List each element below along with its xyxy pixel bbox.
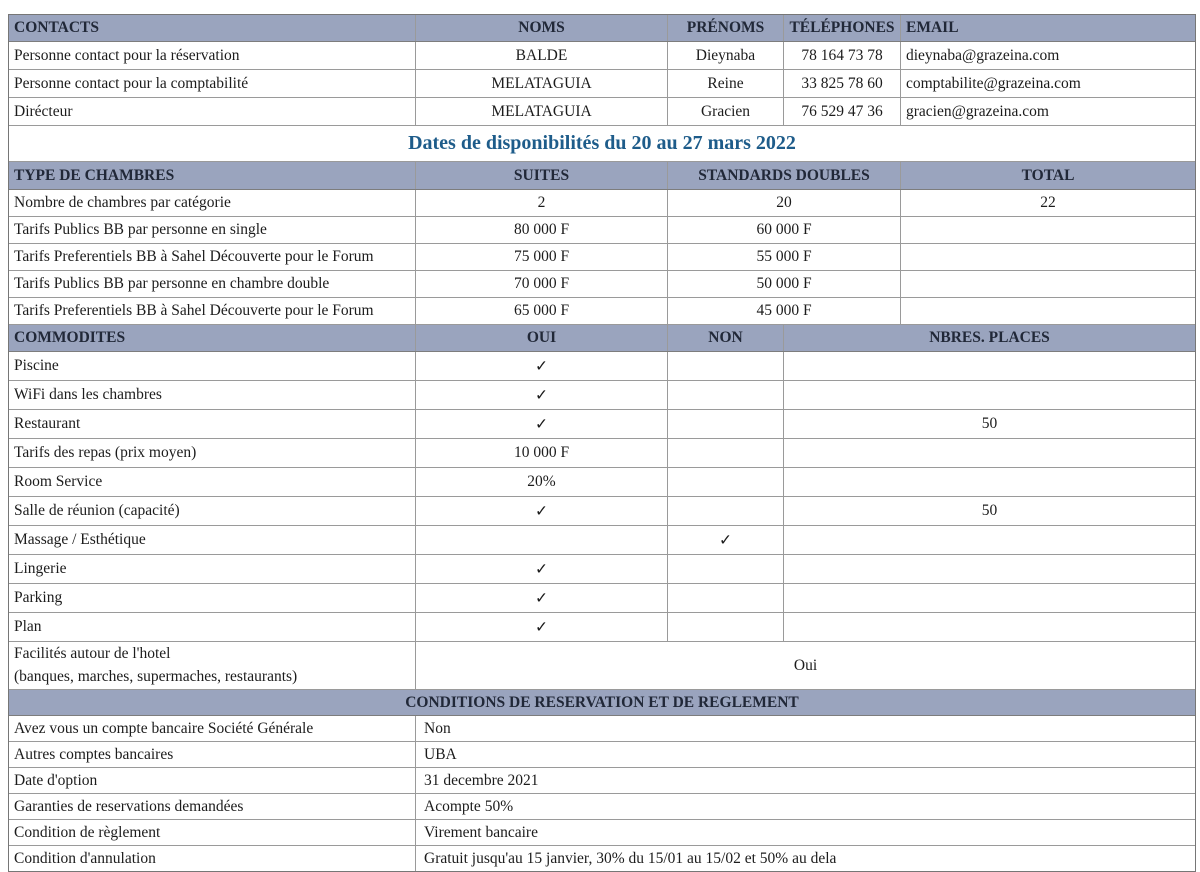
rooms-total-value xyxy=(901,244,1195,270)
amenity-label: Parking xyxy=(9,584,416,612)
contact-label: Personne contact pour la réservation xyxy=(9,42,416,69)
contact-prenom: Dieynaba xyxy=(668,42,784,69)
condition-value: 31 decembre 2021 xyxy=(424,771,539,789)
amenity-places-value xyxy=(784,468,1195,496)
amenity-row xyxy=(9,381,1195,410)
rooms-standards-value: 55 000 F xyxy=(668,244,901,270)
rooms-total-value xyxy=(901,271,1195,297)
condition-label: Autres comptes bancaires xyxy=(9,742,416,767)
rooms-label: Tarifs Preferentiels BB à Sahel Découverte pour le Forum xyxy=(9,298,416,324)
contact-telephone: 78 164 73 78 xyxy=(784,42,901,69)
rooms-total-value xyxy=(901,298,1195,324)
amenity-non-value xyxy=(668,410,784,438)
col-header-oui: OUI xyxy=(416,325,668,351)
amenity-oui-value: 10 000 F xyxy=(416,439,668,467)
contact-row xyxy=(9,98,1195,126)
rooms-suites-value: 75 000 F xyxy=(416,244,668,270)
amenity-non-value xyxy=(668,584,784,612)
amenity-places-value xyxy=(784,526,1195,554)
facilities-label-line1: Facilités autour de l'hotel xyxy=(14,645,171,663)
amenity-row xyxy=(9,410,1195,439)
col-header-prenoms: PRÉNOMS xyxy=(668,15,784,41)
contact-email: dieynaba@grazeina.com xyxy=(906,46,1060,64)
contact-nom: BALDE xyxy=(416,42,668,69)
col-header-telephones: TÉLÉPHONES xyxy=(784,15,901,41)
condition-label: Avez vous un compte bancaire Société Générale xyxy=(9,716,416,741)
amenity-row xyxy=(9,613,1195,642)
contact-nom: MELATAGUIA xyxy=(416,98,668,125)
amenity-places-value xyxy=(784,439,1195,467)
contact-email: comptabilite@grazeina.com xyxy=(906,74,1081,92)
amenity-non-checkmark: ✓ xyxy=(668,526,784,554)
amenity-places-value xyxy=(784,584,1195,612)
amenity-label: WiFi dans les chambres xyxy=(9,381,416,409)
amenity-label: Lingerie xyxy=(9,555,416,583)
amenity-oui-checkmark: ✓ xyxy=(416,613,668,641)
amenities-header-row xyxy=(9,325,1195,352)
rooms-total-value xyxy=(901,217,1195,243)
facilities-label-line2: (banques, marches, supermaches, restaurants) xyxy=(14,667,298,685)
contact-label: Dirécteur xyxy=(9,98,416,125)
rooms-label: Tarifs Publics BB par personne en single xyxy=(9,217,416,243)
amenity-non-value xyxy=(668,497,784,525)
rooms-label: Tarifs Publics BB par personne en chambre double xyxy=(9,271,416,297)
amenity-oui-checkmark: ✓ xyxy=(416,381,668,409)
condition-value: Gratuit jusqu'au 15 janvier, 30% du 15/01 au 15/02 et 50% au dela xyxy=(424,849,837,867)
amenities-section-title: COMMODITES xyxy=(9,325,416,351)
condition-value: Virement bancaire xyxy=(424,823,538,841)
contact-nom: MELATAGUIA xyxy=(416,70,668,97)
facilities-label xyxy=(9,642,416,689)
condition-row xyxy=(9,820,1195,846)
rooms-suites-value: 80 000 F xyxy=(416,217,668,243)
contact-prenom: Reine xyxy=(668,70,784,97)
condition-label: Garanties de reservations demandées xyxy=(9,794,416,819)
contact-label: Personne contact pour la comptabilité xyxy=(9,70,416,97)
amenity-places-value xyxy=(784,381,1195,409)
availability-title-row xyxy=(9,126,1195,162)
condition-row xyxy=(9,716,1195,742)
amenity-label: Salle de réunion (capacité) xyxy=(9,497,416,525)
amenity-places-value: 50 xyxy=(981,415,998,432)
contacts-header-row xyxy=(9,15,1195,42)
rooms-label: Nombre de chambres par catégorie xyxy=(9,190,416,216)
condition-row xyxy=(9,794,1195,820)
amenity-label: Room Service xyxy=(9,468,416,496)
amenity-non-value xyxy=(668,439,784,467)
amenity-row xyxy=(9,497,1195,526)
col-header-email: EMAIL xyxy=(901,15,1195,41)
amenity-oui-checkmark: ✓ xyxy=(416,584,668,612)
rooms-row xyxy=(9,298,1195,325)
amenity-oui-checkmark: ✓ xyxy=(416,352,668,380)
amenity-non-value xyxy=(668,613,784,641)
rooms-header-row xyxy=(9,162,1195,190)
col-header-noms: NOMS xyxy=(416,15,668,41)
contacts-section-title: CONTACTS xyxy=(9,15,416,41)
amenity-non-value xyxy=(668,381,784,409)
facilities-value: Oui xyxy=(793,656,818,674)
condition-row xyxy=(9,768,1195,794)
amenity-oui-checkmark: ✓ xyxy=(416,555,668,583)
facilities-row xyxy=(9,642,1195,690)
amenity-row xyxy=(9,584,1195,613)
amenity-row xyxy=(9,526,1195,555)
amenity-non-value xyxy=(668,352,784,380)
amenity-row xyxy=(9,468,1195,497)
amenity-label: Massage / Esthétique xyxy=(9,526,416,554)
condition-label: Condition de règlement xyxy=(9,820,416,845)
amenity-places-value xyxy=(784,613,1195,641)
rooms-standards-value: 60 000 F xyxy=(668,217,901,243)
amenity-row xyxy=(9,555,1195,584)
rooms-suites-value: 2 xyxy=(416,190,668,216)
amenity-label: Tarifs des repas (prix moyen) xyxy=(9,439,416,467)
col-header-nbres-places: NBRES. PLACES xyxy=(784,325,1195,351)
contact-row xyxy=(9,70,1195,98)
rooms-suites-value: 65 000 F xyxy=(416,298,668,324)
condition-value: Non xyxy=(424,719,451,737)
rooms-suites-value: 70 000 F xyxy=(416,271,668,297)
col-header-suites: SUITES xyxy=(416,162,668,189)
rooms-section-title: TYPE DE CHAMBRES xyxy=(9,162,416,189)
amenity-row xyxy=(9,352,1195,381)
amenity-oui-checkmark: ✓ xyxy=(416,410,668,438)
rooms-standards-value: 50 000 F xyxy=(668,271,901,297)
condition-label: Date d'option xyxy=(9,768,416,793)
rooms-row xyxy=(9,244,1195,271)
amenity-label: Piscine xyxy=(9,352,416,380)
col-header-non: NON xyxy=(668,325,784,351)
condition-row xyxy=(9,846,1195,871)
condition-value: UBA xyxy=(424,745,457,763)
amenity-places-value xyxy=(784,352,1195,380)
col-header-standards-doubles: STANDARDS DOUBLES xyxy=(668,162,901,189)
amenity-row xyxy=(9,439,1195,468)
amenity-places-value: 50 xyxy=(981,502,998,519)
contact-email: gracien@grazeina.com xyxy=(906,102,1049,120)
amenity-label: Restaurant xyxy=(9,410,416,438)
amenity-places-value xyxy=(784,555,1195,583)
rooms-row xyxy=(9,190,1195,217)
amenity-oui-value: 20% xyxy=(416,468,668,496)
rooms-row xyxy=(9,217,1195,244)
contact-telephone: 76 529 47 36 xyxy=(784,98,901,125)
contact-telephone: 33 825 78 60 xyxy=(784,70,901,97)
amenity-oui-value xyxy=(416,526,668,554)
amenity-non-value xyxy=(668,468,784,496)
col-header-total: TOTAL xyxy=(901,162,1195,189)
hotel-booking-info-table xyxy=(8,14,1196,872)
amenity-non-value xyxy=(668,555,784,583)
rooms-label: Tarifs Preferentiels BB à Sahel Découverte pour le Forum xyxy=(9,244,416,270)
conditions-header-row xyxy=(9,690,1195,716)
condition-label: Condition d'annulation xyxy=(9,846,416,871)
availability-title: Dates de disponibilités du 20 au 27 mars 2022 xyxy=(408,132,796,154)
rooms-standards-value: 20 xyxy=(668,190,901,216)
contact-row xyxy=(9,42,1195,70)
rooms-row xyxy=(9,271,1195,298)
rooms-total-value: 22 xyxy=(1040,194,1056,211)
rooms-standards-value: 45 000 F xyxy=(668,298,901,324)
amenity-oui-checkmark: ✓ xyxy=(416,497,668,525)
contact-prenom: Gracien xyxy=(668,98,784,125)
conditions-section-title: CONDITIONS DE RESERVATION ET DE REGLEMENT xyxy=(9,690,1195,715)
condition-value: Acompte 50% xyxy=(424,797,514,815)
condition-row xyxy=(9,742,1195,768)
amenity-label: Plan xyxy=(9,613,416,641)
